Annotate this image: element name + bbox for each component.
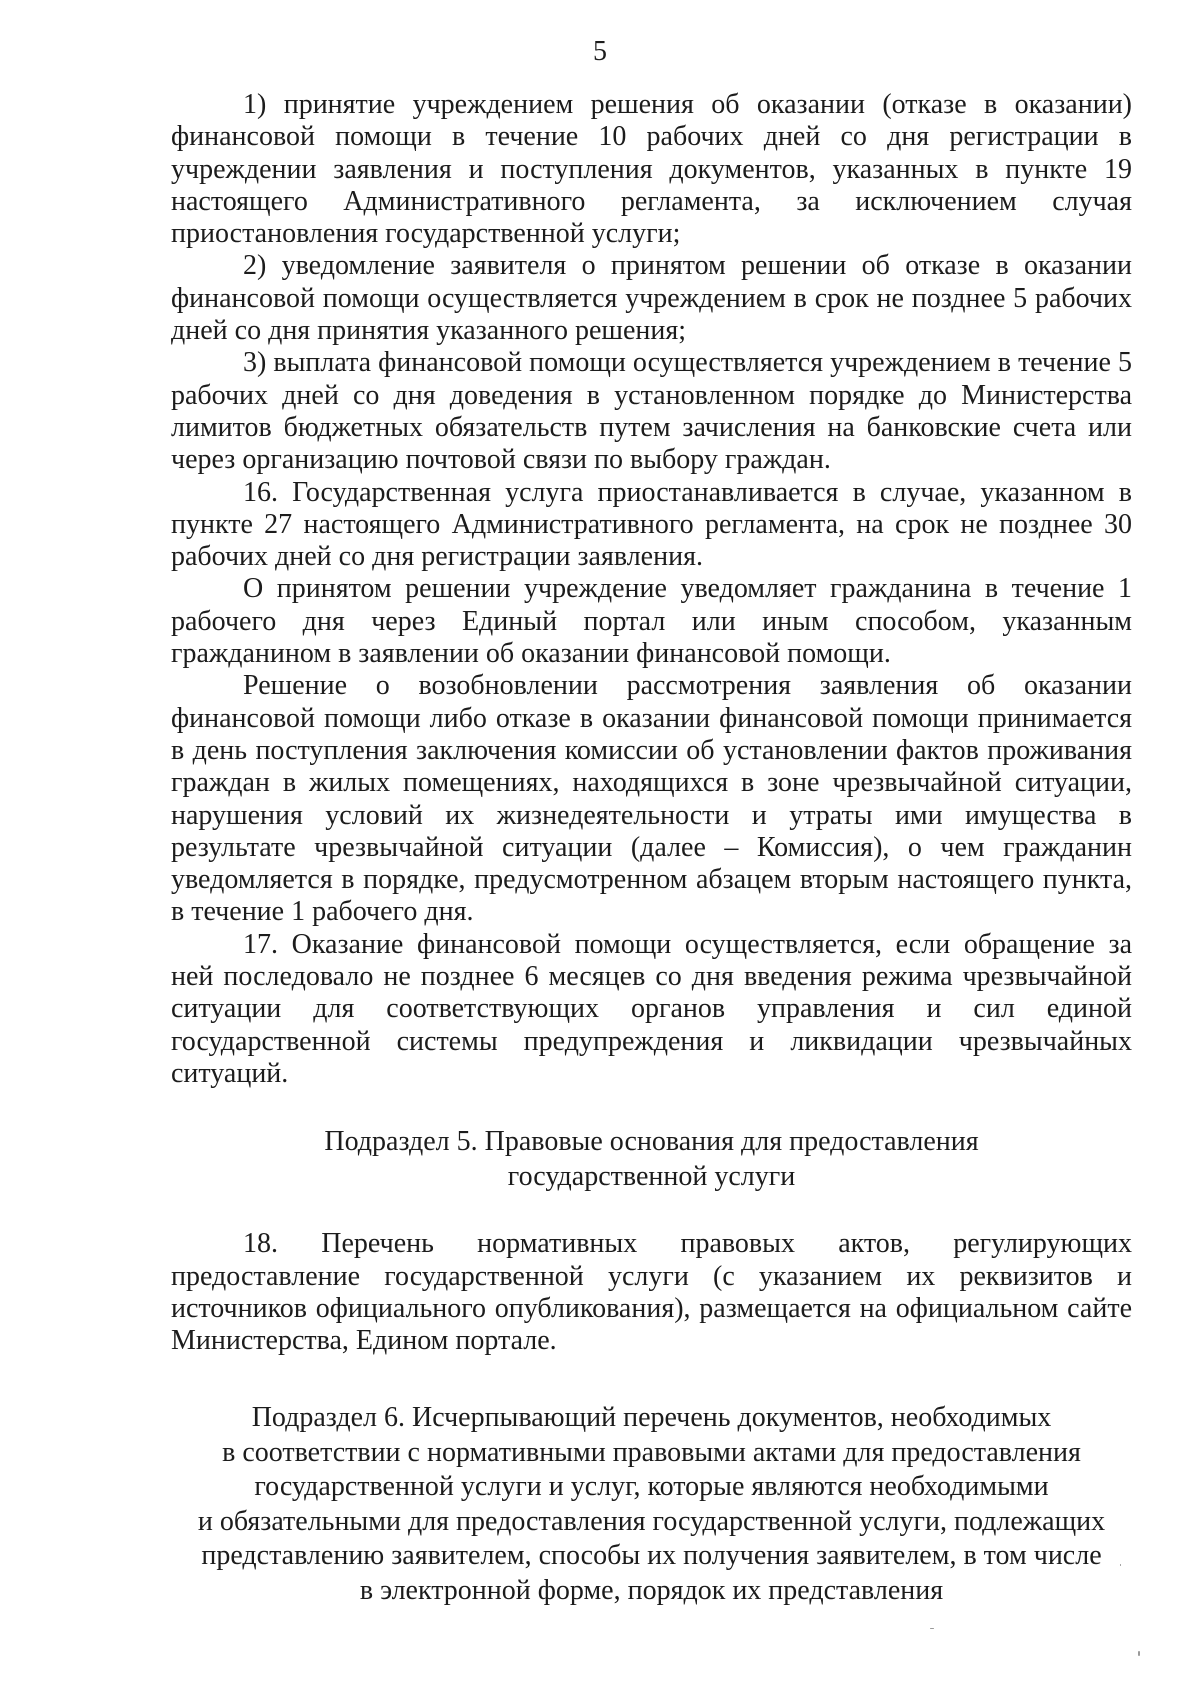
scan-speck [930, 1628, 934, 1629]
heading-line: в соответствии с нормативными правовыми актами для предоставления [222, 1436, 1081, 1468]
document-body [171, 89, 1132, 1608]
scan-speck [1120, 1564, 1121, 1566]
paragraph-clause-16: 16. Государственная услуга приостанавливается в случае, указанном в пункте 27 настоящего Административного регламента, на срок не позднее 30 рабочих дней со дня регистрации заявления. [171, 476, 1132, 573]
subsection-5-heading [171, 1125, 1132, 1194]
heading-line: представлению заявителем, способы их получения заявителем, в том числе [201, 1540, 1102, 1572]
subsection-6-heading [171, 1401, 1132, 1608]
paragraph-clause-16-resumption: Решение о возобновлении рассмотрения заявления об оказании финансовой помощи либо отказе в оказании финансовой помощи принимается в день поступления заключения комиссии об установлении фактов проживания граждан в жилых помещениях, находящихся в зоне чрезвычайной ситуации, нарушения условий их жизнедеятельности и утраты ими имущества в результате чрезвычайной ситуации (далее – Комиссия), о чем гражданин уведомляется в порядке, предусмотренном абзацем вторым настоящего пункта, в течение 1 рабочего дня. [171, 670, 1132, 928]
paragraph-clause-17: 17. Оказание финансовой помощи осуществляется, если обращение за ней последовало не позднее 6 месяцев со дня введения режима чрезвычайной ситуации для соответствующих органов управления и сил единой государственной системы предупреждения и ликвидации чрезвычайных ситуаций. [171, 928, 1132, 1089]
heading-line: государственной услуги [507, 1160, 796, 1192]
paragraph-item-1: 1) принятие учреждением решения об оказании (отказе в оказании) финансовой помощи в течение 10 рабочих дней со дня регистрации в учреждении заявления и поступления документов, указанных в пункте 19 настоящего Административного регламента, за исключением случая приостановления государственной услуги; [171, 89, 1132, 250]
heading-line: и обязательными для предоставления государственной услуги, подлежащих [197, 1505, 1106, 1537]
page-number: 5 [593, 36, 607, 67]
scan-speck [1138, 1651, 1140, 1656]
heading-line: Подраздел 6. Исчерпывающий перечень документов, необходимых [251, 1402, 1052, 1434]
paragraph-item-2: 2) уведомление заявителя о принятом решении об отказе в оказании финансовой помощи осуществляется учреждением в срок не позднее 5 рабочих дней со дня принятия указанного решения; [171, 250, 1132, 347]
heading-line: Подраздел 5. Правовые основания для предоставления [324, 1126, 979, 1158]
paragraph-item-3: 3) выплата финансовой помощи осуществляется учреждением в течение 5 рабочих дней со дня доведения в установленном порядке до Министерства лимитов бюджетных обязательств путем зачисления на банковские счета или через организацию почтовой связи по выбору граждан. [171, 347, 1132, 476]
heading-line: в электронной форме, порядок их представления [359, 1574, 944, 1606]
heading-line: государственной услуги и услуг, которые являются необходимыми [254, 1471, 1049, 1503]
paragraph-clause-18: 18. Перечень нормативных правовых актов, регулирующих предоставление государственной услуги (с указанием их реквизитов и источников официального опубликования), размещается на официальном сайте Министерства, Едином портале. [171, 1228, 1132, 1357]
paragraph-clause-16-notice: О принятом решении учреждение уведомляет гражданина в течение 1 рабочего дня через Единый портал или иным способом, указанным гражданином в заявлении об оказании финансовой помощи. [171, 573, 1132, 670]
